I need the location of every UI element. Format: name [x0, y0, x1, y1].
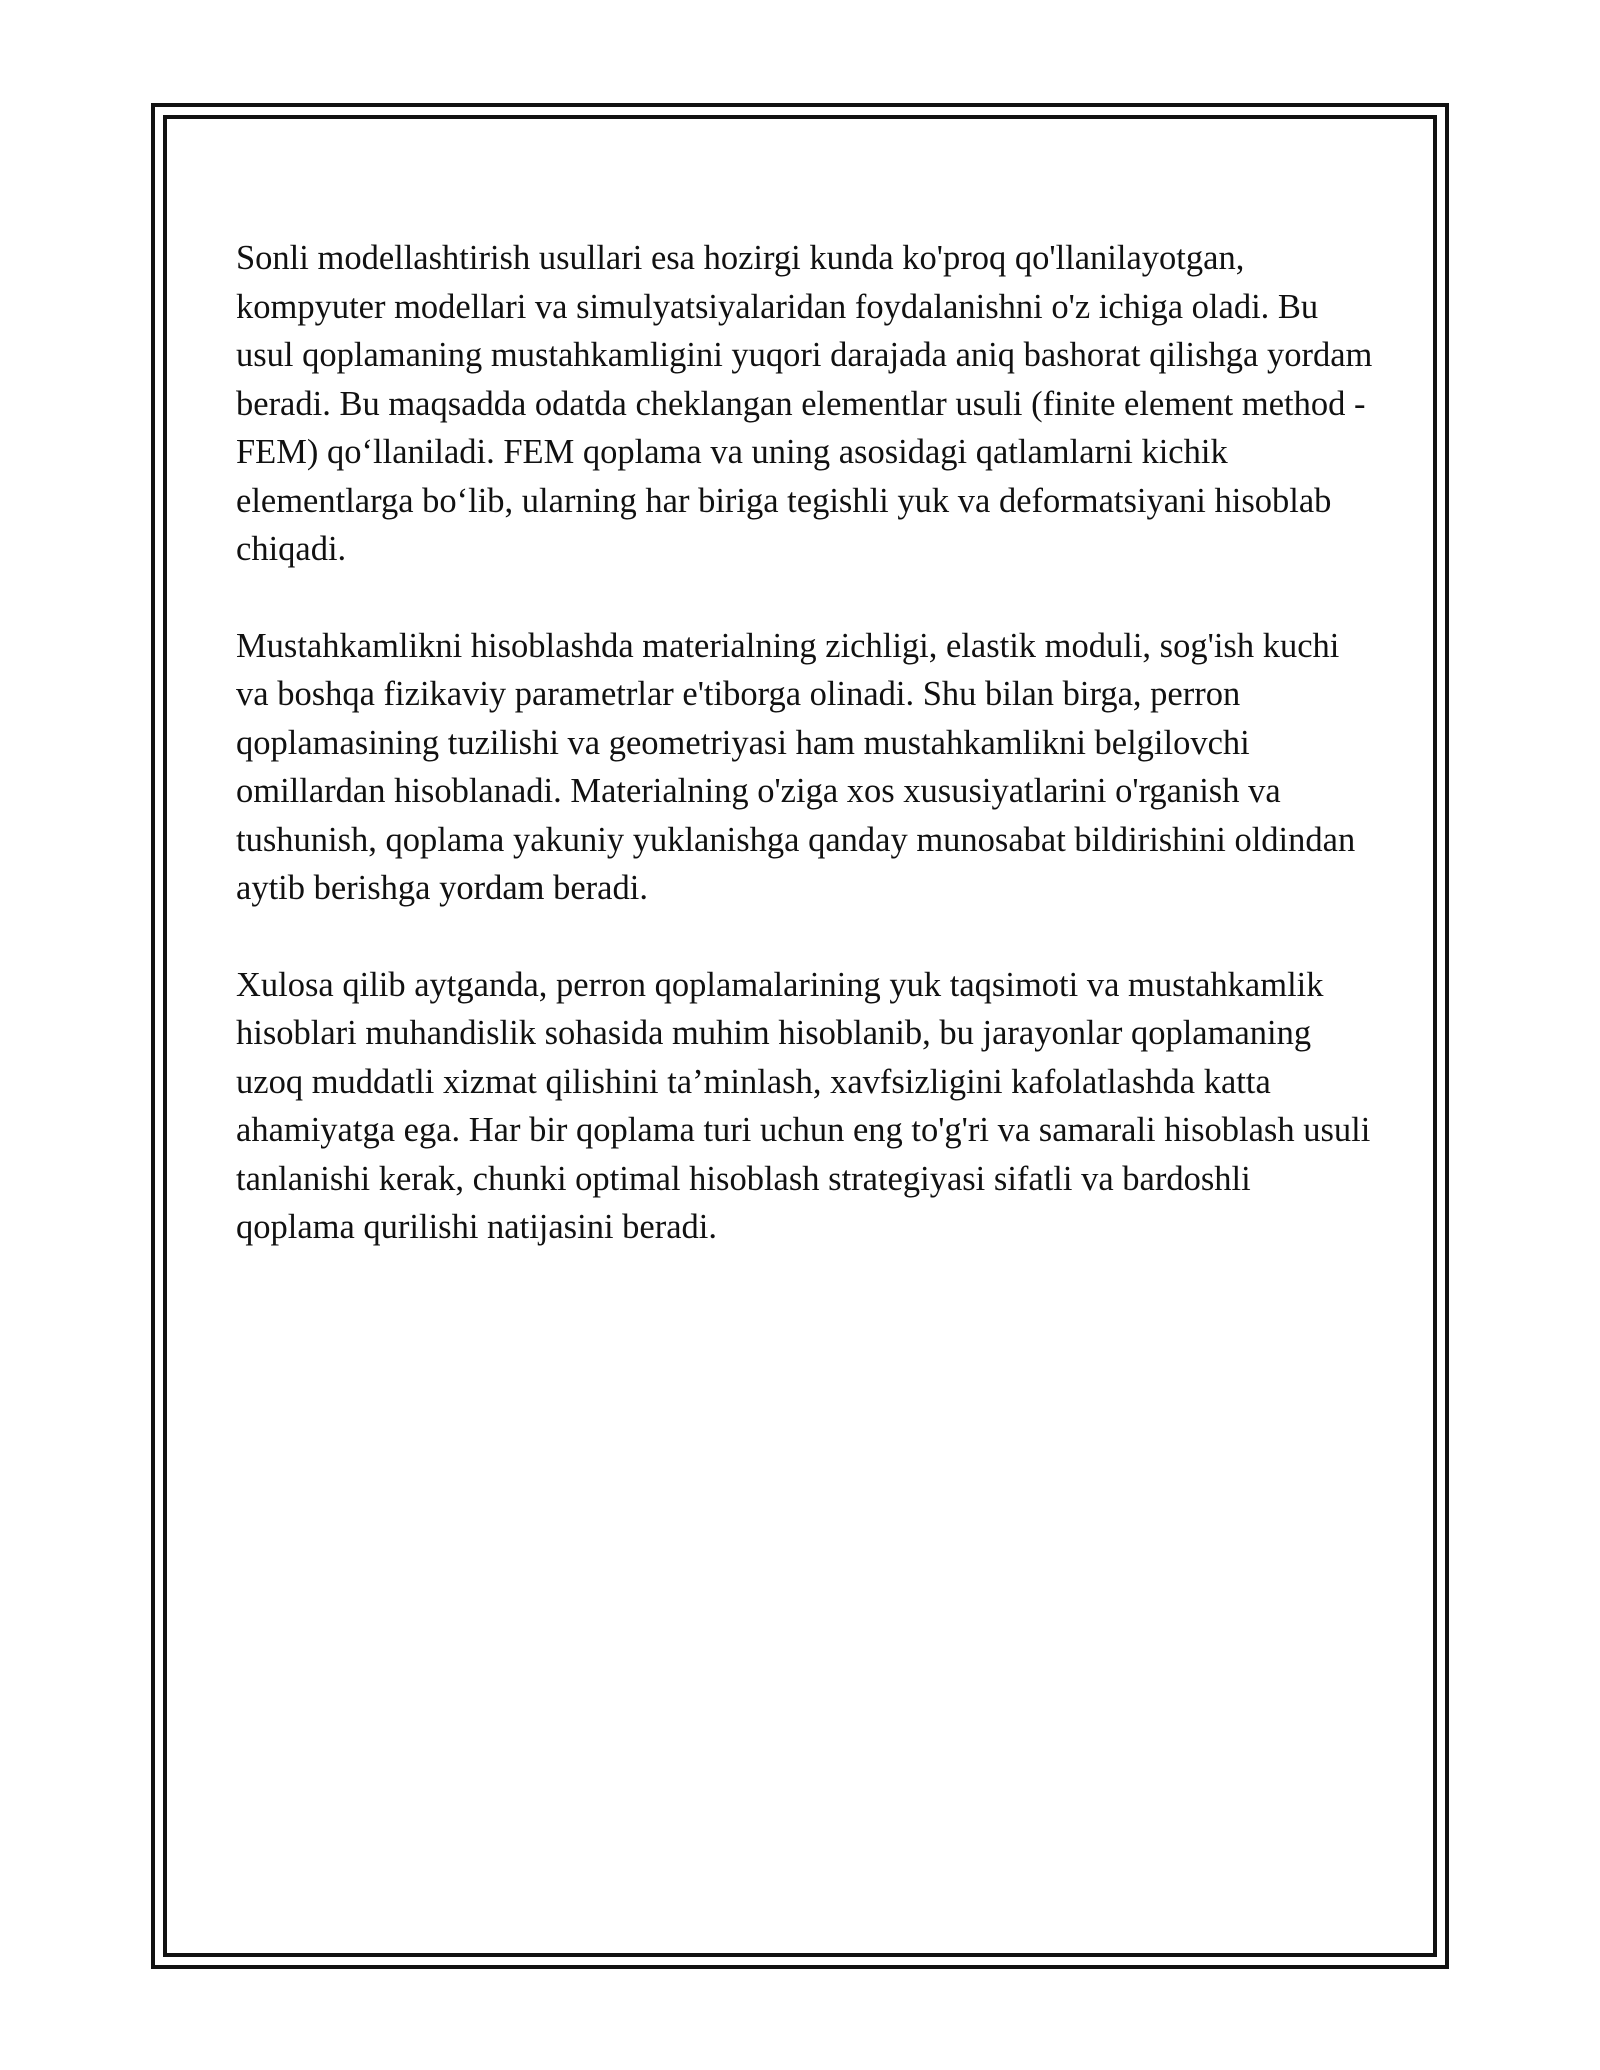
paragraph-strength-calculation: Mustahkamlikni hisoblashda materialning zichligi, elastik moduli, sog'ish kuchi va boshqa fizikaviy parametrlar e'tiborga olinadi. Shu bilan birga, perron qoplamasining tuzilishi va geometriyasi ham mustahkamlikni belgilovchi omillardan hisoblanadi. Materialning o'ziga xos xususiyatlarini o'rganish va tushunish, qoplama yakuniy yuklanishga qanday munosabat bildirishini oldindan aytib berishga yordam beradi.	[236, 626, 1356, 907]
paragraph-numerical-modeling: Sonli modellashtirish usullari esa hozirgi kunda ko'proq qo'llanilayotgan, kompyuter modellari va simulyatsiyalaridan foydalanishni o'z ichiga oladi. Bu usul qoplamaning mustahkamligini yuqori darajada aniq bashorat qilishga yordam beradi. Bu maqsadda odatda cheklangan elementlar usuli (finite element method - FEM) qo‘llaniladi. FEM qoplama va uning asosidagi qatlamlarni kichik elementlarga bo‘lib, ularning har biriga tegishli yuk va deformatsiyani hisoblab chiqadi.	[236, 239, 1373, 568]
paragraph-conclusion: Xulosa qilib aytganda, perron qoplamalarining yuk taqsimoti va mustahkamlik hisoblari muhandislik sohasida muhim hisoblanib, bu jarayonlar qoplamaning uzoq muddatli xizmat qilishini ta’minlash, xavfsizligini kafolatlashda katta ahamiyatga ega. Har bir qoplama turi uchun eng to'g'ri va samarali hisoblash usuli tanlanishi kerak, chunki optimal hisoblash strategiyasi sifatli va bardoshli qoplama qurilishi natijasini beradi.	[236, 965, 1371, 1246]
document-body	[236, 234, 1376, 1300]
